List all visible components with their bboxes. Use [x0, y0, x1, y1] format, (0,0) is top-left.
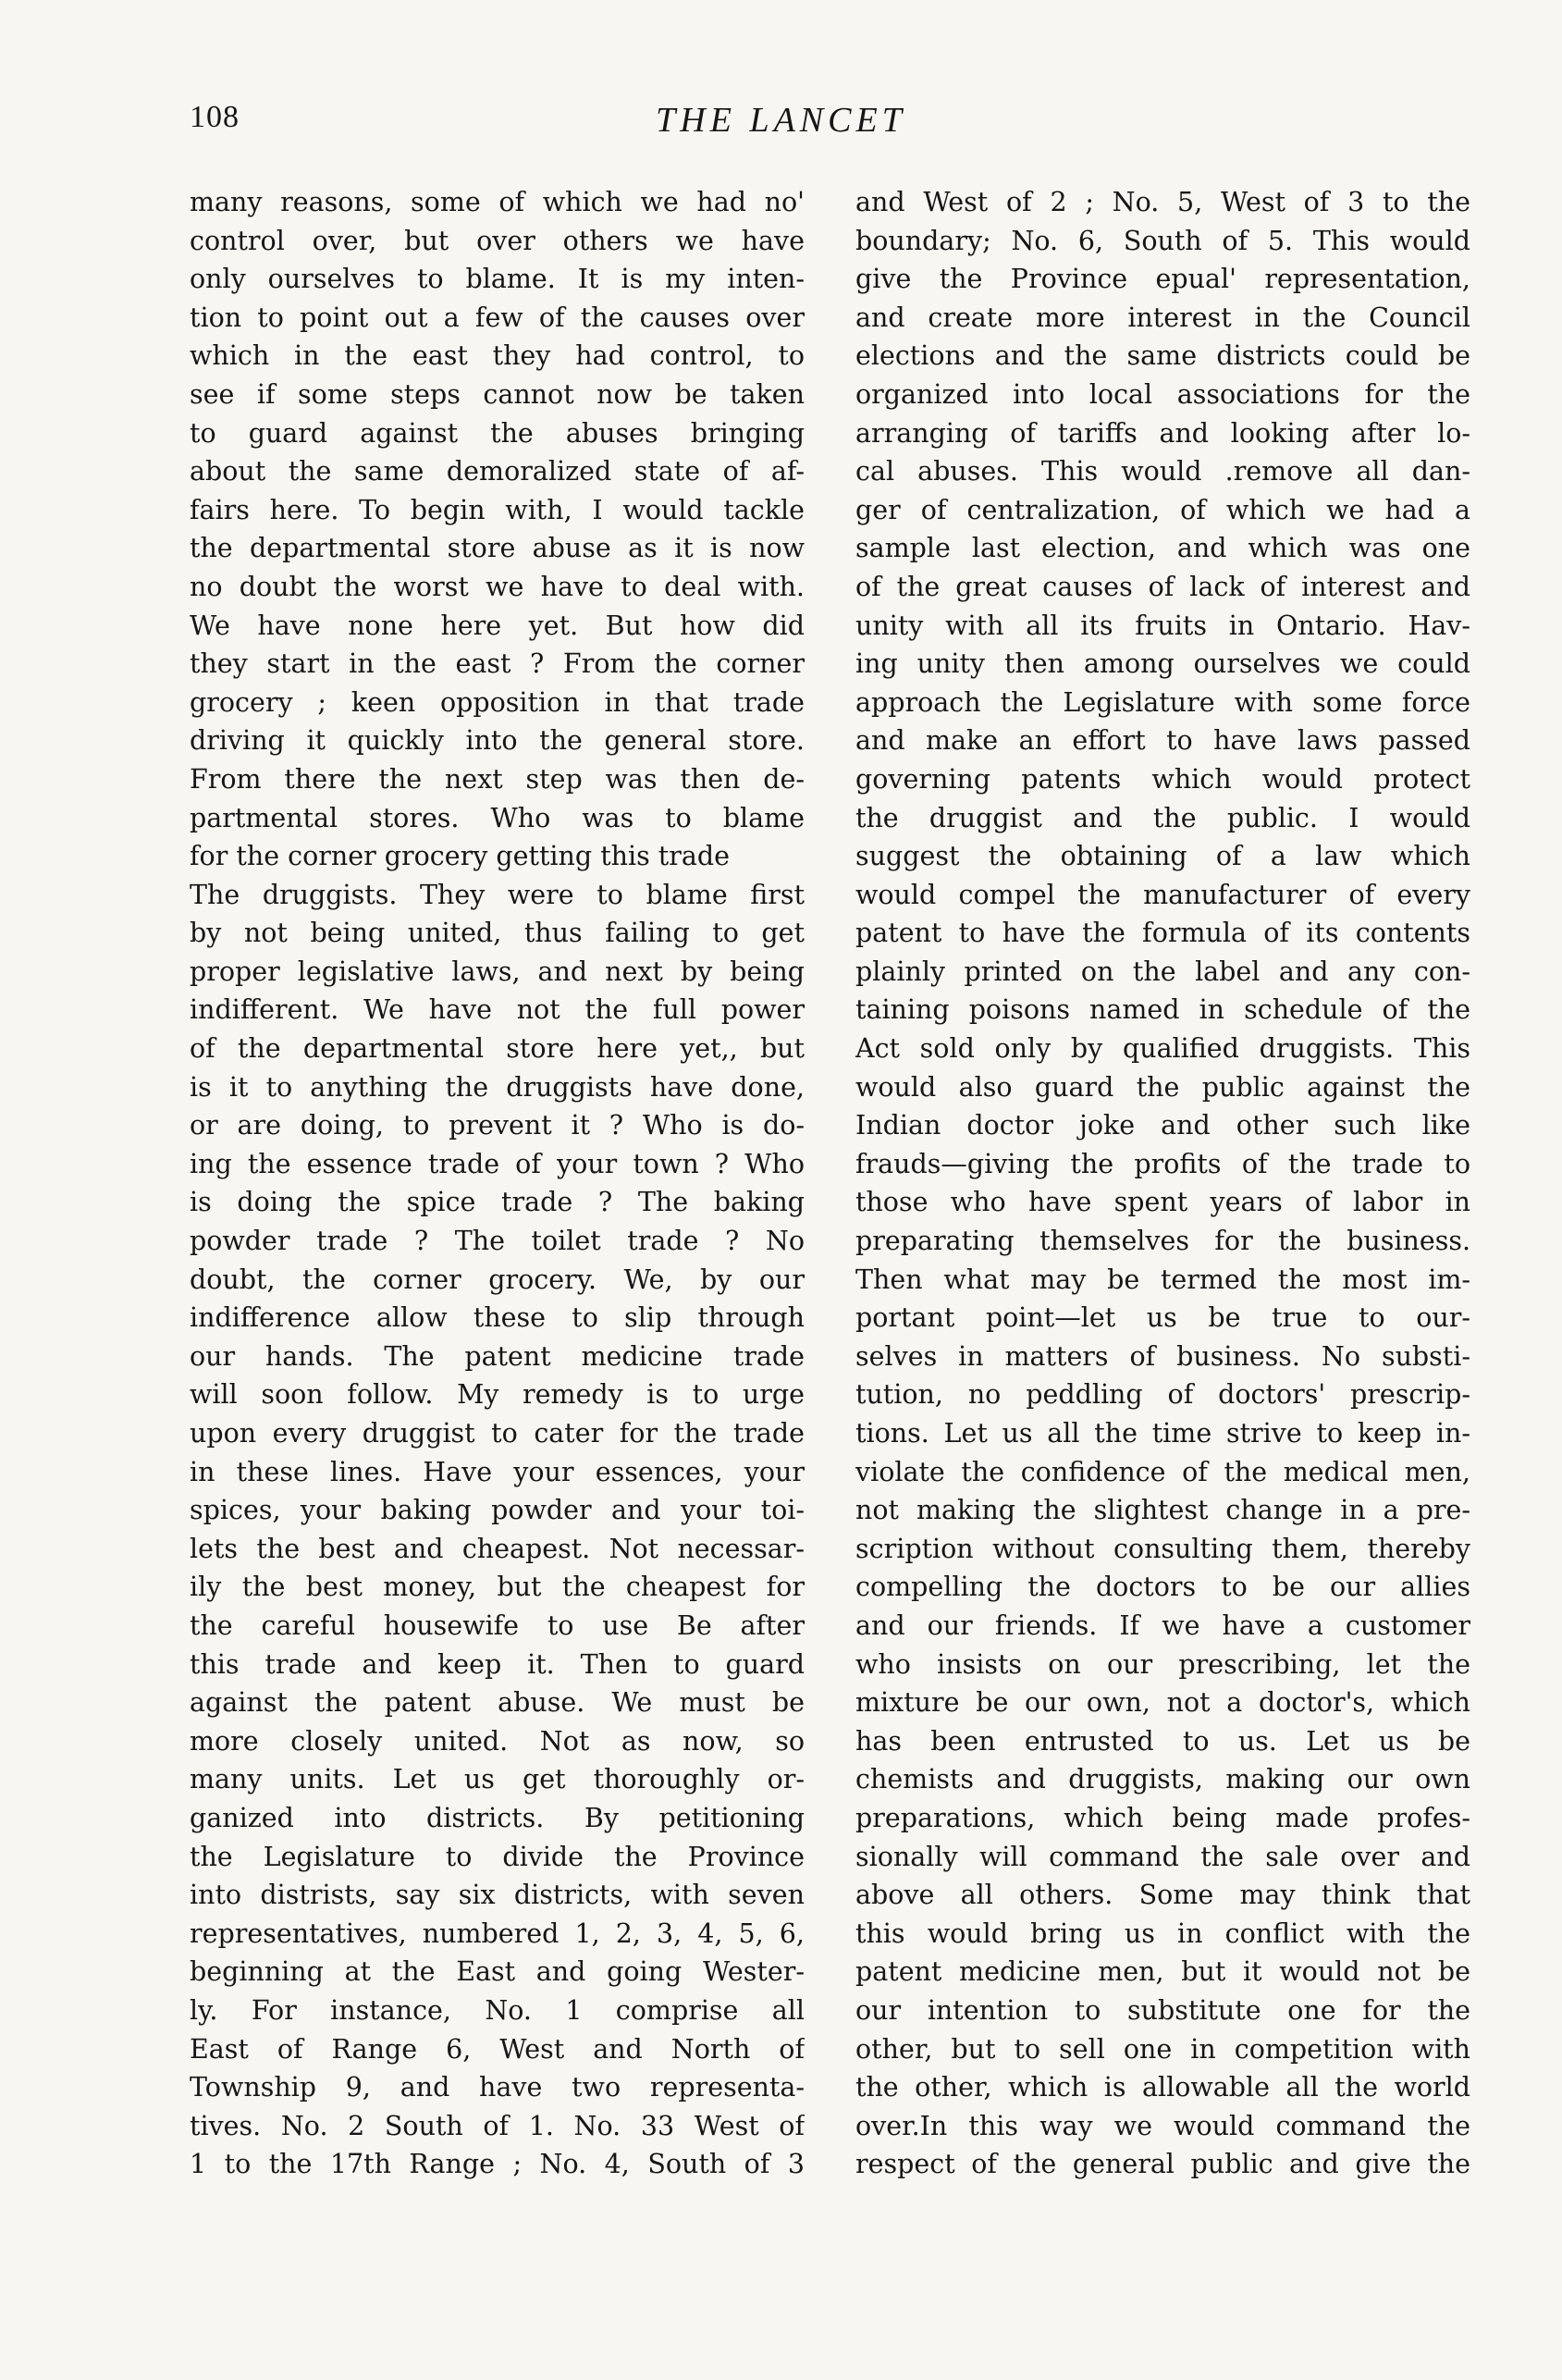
- text-line: violate the confidence of the medical men,: [855, 1456, 1470, 1487]
- text-line: to guard against the abuses bringing: [190, 417, 805, 449]
- text-line: suggest the obtaining of a law which: [855, 841, 1470, 872]
- text-line: for the corner grocery getting this trade: [190, 841, 730, 872]
- text-line: indifferent. We have not the full power: [190, 994, 805, 1026]
- text-line: ly. For instance, No. 1 comprise all: [190, 1994, 805, 2026]
- text-line: preparating themselves for the business.: [855, 1226, 1470, 1257]
- text-line: control over, but over others we have: [190, 225, 805, 256]
- text-line: over.In this way we would command the: [855, 2110, 1470, 2141]
- text-line: the druggist and the public. I would: [855, 802, 1470, 833]
- text-line: Township 9, and have two representa-: [190, 2072, 805, 2103]
- text-line: our hands. The patent medicine trade: [190, 1340, 805, 1372]
- text-line: mixture be our own, not a doctor's, which: [855, 1687, 1470, 1719]
- text-line: more closely united. Not as now, so: [190, 1725, 805, 1757]
- text-line: unity with all its fruits in Ontario. Hav-: [855, 610, 1470, 641]
- text-line: ger of centralization, of which we had a: [855, 494, 1470, 525]
- text-line: ing unity then among ourselves we could: [855, 648, 1470, 680]
- text-line: indifference allow these to slip through: [190, 1302, 805, 1334]
- text-line: by not being united, thus failing to get: [190, 918, 805, 949]
- text-line: lets the best and cheapest. Not necessar-: [190, 1533, 805, 1564]
- text-line: tives. No. 2 South of 1. No. 33 West of: [190, 2110, 805, 2141]
- text-line: Then what may be termed the most im-: [855, 1264, 1470, 1295]
- text-line: about the same demoralized state of af-: [190, 456, 805, 487]
- text-line: proper legislative laws, and next by being: [190, 956, 805, 987]
- text-line: many units. Let us get thoroughly or-: [190, 1764, 805, 1795]
- text-line: Indian doctor joke and other such like: [855, 1110, 1470, 1141]
- text-line: will soon follow. My remedy is to urge: [190, 1379, 805, 1411]
- text-line: doubt, the corner grocery. We, by our: [190, 1264, 805, 1295]
- text-line: The druggists. They were to blame first: [190, 879, 805, 910]
- text-line: compelling the doctors to be our allies: [855, 1572, 1470, 1603]
- text-line: and make an effort to have laws passed: [855, 725, 1470, 757]
- text-line: above all others. Some may think that: [855, 1880, 1470, 1911]
- text-line: Act sold only by qualified druggists. This: [855, 1033, 1470, 1065]
- left-text-column: [190, 183, 805, 2184]
- text-line: of the great causes of lack of interest and: [855, 571, 1470, 602]
- text-line: our intention to substitute one for the: [855, 1994, 1470, 2026]
- text-line: is doing the spice trade ? The baking: [190, 1187, 805, 1218]
- text-line: selves in matters of business. No substi-: [855, 1340, 1470, 1372]
- text-line: this trade and keep it. Then to guard: [190, 1648, 805, 1680]
- text-line: preparations, which being made profes-: [855, 1802, 1470, 1833]
- text-line: fairs here. To begin with, I would tackle: [190, 494, 805, 525]
- text-line: tions. Let us all the time strive to keep in-: [855, 1418, 1470, 1449]
- text-line: representatives, numbered 1, 2, 3, 4, 5, 6,: [190, 1918, 805, 1949]
- text-line: respect of the general public and give the: [855, 2149, 1470, 2180]
- text-line: tion to point out a few of the causes over: [190, 302, 805, 333]
- text-line: other, but to sell one in competition with: [855, 2033, 1470, 2065]
- text-line: spices, your baking powder and your toi-: [190, 1495, 805, 1526]
- text-line: in these lines. Have your essences, your: [190, 1456, 805, 1487]
- text-line: partmental stores. Who was to blame: [190, 802, 805, 833]
- text-line: cal abuses. This would .remove all dan-: [855, 456, 1470, 487]
- text-line: and create more interest in the Council: [855, 302, 1470, 333]
- text-line: grocery ; keen opposition in that trade: [190, 686, 805, 718]
- text-line: powder trade ? The toilet trade ? No: [190, 1226, 805, 1257]
- text-line: plainly printed on the label and any con-: [855, 956, 1470, 987]
- text-line: approach the Legislature with some force: [855, 686, 1470, 718]
- text-line: taining poisons named in schedule of the: [855, 994, 1470, 1026]
- text-line: give the Province epual' representation,: [855, 264, 1470, 295]
- text-line: has been entrusted to us. Let us be: [855, 1725, 1470, 1757]
- text-line: only ourselves to blame. It is my inten-: [190, 264, 805, 295]
- text-line: who insists on our prescribing, let the: [855, 1648, 1470, 1680]
- text-line: and West of 2 ; No. 5, West of 3 to the: [855, 187, 1470, 217]
- page-number: 108: [190, 100, 240, 134]
- text-line: would also guard the public against the: [855, 1071, 1470, 1103]
- text-line: see if some steps cannot now be taken: [190, 378, 805, 410]
- text-line: organized into local associations for the: [855, 378, 1470, 410]
- text-line: beginning at the East and going Wester-: [190, 1956, 805, 1988]
- text-line: governing patents which would protect: [855, 763, 1470, 795]
- text-line: driving it quickly into the general store.: [190, 725, 805, 757]
- right-text-column: [855, 183, 1470, 2184]
- text-line: not making the slightest change in a pre-: [855, 1495, 1470, 1526]
- text-line: upon every druggist to cater for the trade: [190, 1418, 805, 1449]
- text-line: We have none here yet. But how did: [190, 610, 805, 641]
- text-line: and our friends. If we have a customer: [855, 1609, 1470, 1641]
- text-line: this would bring us in conflict with the: [855, 1918, 1470, 1949]
- text-line: sionally will command the sale over and: [855, 1841, 1470, 1872]
- text-line: those who have spent years of labor in: [855, 1187, 1470, 1218]
- text-line: arranging of tariffs and looking after lo-: [855, 417, 1470, 449]
- text-line: elections and the same districts could be: [855, 340, 1470, 372]
- text-line: frauds—giving the profits of the trade to: [855, 1148, 1470, 1179]
- text-line: no doubt the worst we have to deal with.: [190, 571, 805, 602]
- text-line: the Legislature to divide the Province: [190, 1841, 805, 1872]
- text-line: they start in the east ? From the corner: [190, 648, 805, 680]
- text-line: is it to anything the druggists have done,: [190, 1071, 805, 1103]
- text-line: sample last election, and which was one: [855, 533, 1470, 564]
- text-line: ing the essence trade of your town ? Who: [190, 1148, 805, 1179]
- text-line: tution, no peddling of doctors' prescrip-: [855, 1379, 1470, 1411]
- text-line: the careful housewife to use Be after: [190, 1609, 805, 1641]
- text-line: scription without consulting them, thereby: [855, 1533, 1470, 1564]
- text-line: boundary; No. 6, South of 5. This would: [855, 225, 1470, 256]
- text-line: chemists and druggists, making our own: [855, 1764, 1470, 1795]
- text-line: From there the next step was then de-: [190, 763, 805, 795]
- text-line: many reasons, some of which we had no': [190, 187, 805, 217]
- text-line: against the patent abuse. We must be: [190, 1687, 805, 1719]
- text-line: into distrists, say six districts, with seven: [190, 1880, 805, 1911]
- text-line: or are doing, to prevent it ? Who is do-: [190, 1110, 805, 1141]
- text-line: 1 to the 17th Range ; No. 4, South of 3: [190, 2149, 805, 2180]
- text-line: which in the east they had control, to: [190, 340, 805, 372]
- text-line: the departmental store abuse as it is now: [190, 533, 805, 564]
- text-line: ily the best money, but the cheapest for: [190, 1572, 805, 1603]
- text-line: would compel the manufacturer of every: [855, 879, 1470, 910]
- text-line: patent to have the formula of its contents: [855, 918, 1470, 949]
- running-title: THE LANCET: [656, 101, 906, 140]
- text-line: patent medicine men, but it would not be: [855, 1956, 1470, 1988]
- text-line: of the departmental store here yet,, but: [190, 1033, 805, 1065]
- text-line: East of Range 6, West and North of: [190, 2033, 805, 2065]
- text-line: portant point—let us be true to our-: [855, 1302, 1470, 1334]
- text-line: ganized into districts. By petitioning: [190, 1802, 805, 1833]
- text-line: the other, which is allowable all the world: [855, 2072, 1470, 2103]
